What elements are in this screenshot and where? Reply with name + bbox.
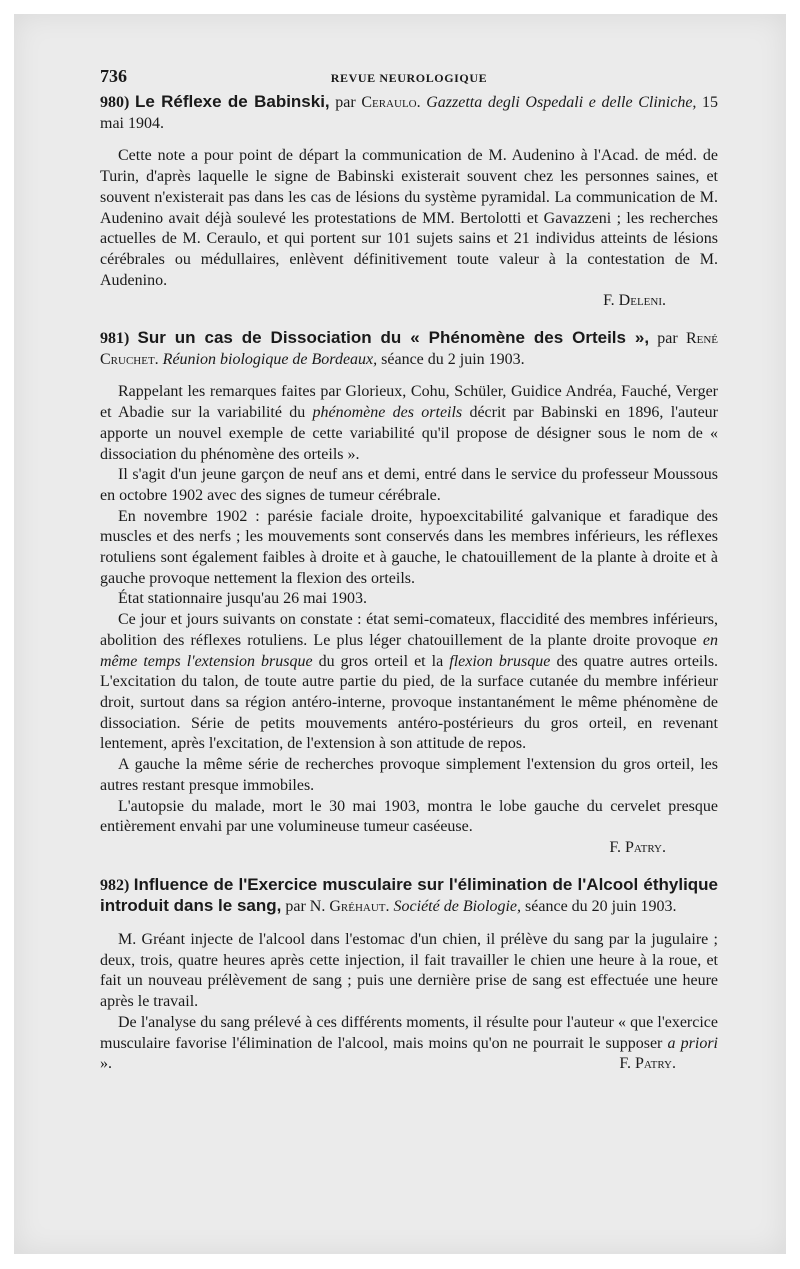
paragraph: Cette note a pour point de départ la communication de M. Audenino à l'Acad. de méd. de Turin, d'après laquelle le signe de Babinski existerait souvent chez les personnes saines, et souvent n'existerait pas dans les cas de lésions du système pyramidal. La communication de M. Audenino avait déjà soulevé les protestations de MM. Bertolotti et Gavazzeni ; les recherches actuelles de M. Ceraulo, et qui portent sur 101 sujets sains et 21 individus atteints de lésions cérébrales ou médullaires, enlèvent définitivement toute valeur à la contestation de M. Audenino. (100, 147, 718, 289)
paragraph-text: ». (100, 1055, 112, 1073)
running-head: REVUE NEUROLOGIQUE (330, 71, 488, 85)
article-title: Sur un cas de Dissociation du « Phénomène des Orteils », (137, 328, 650, 348)
emphasis-text: en même temps l'extension brusque (100, 631, 718, 670)
emphasis-text: phénomène des orteils (312, 404, 463, 422)
article-number: 982) (100, 876, 130, 894)
article-number: 981) (100, 330, 130, 348)
paragraph: En novembre 1902 : parésie faciale droite, hypoexcitabilité galvanique et faradique des muscles et des nerfs ; les mouvements sont conservés dans les membres inférieurs, les réflexes rotuliens sont également faibles à droite et à gauche, le chatouillement de la plante à droite et à gauche provoque nettement la flexion des orteils. (100, 507, 718, 587)
article-heading (100, 875, 718, 918)
document-page (100, 66, 718, 1075)
article-signature (100, 291, 718, 312)
signature-text: F. Deleni. (603, 292, 666, 310)
paragraph: A gauche la même série de recherches provoque simplement l'extension du gros orteil, les autres restant presque immobiles. (100, 756, 718, 794)
paragraph-text: des quatre autres orteils. L'excitation du talon, de toute autre partie du pied, de la surface cutanée du membre inférieur droit, surtout dans sa région antéro-interne, provoque instantanément le même phénomène de dissociation. Série de petits mouvements antéro-postérieurs du gros orteil, en revenant lentement, après l'excitation, de l'extension à son attitude de repos. (100, 652, 719, 753)
emphasis-text: flexion brusque (449, 652, 551, 670)
article-number: 980) (100, 94, 130, 111)
article-982 (100, 875, 718, 1075)
paragraph-text: du gros orteil et la (318, 652, 444, 670)
article-author: N. Gréhaut. (309, 898, 390, 916)
paragraph: L'autopsie du malade, mort le 30 mai 1903, montra le lobe gauche du cervelet presque entièrement envahi par une volumineuse tumeur caséeuse. (100, 797, 718, 836)
article-heading (100, 92, 718, 134)
article-by: par (657, 330, 678, 348)
article-source: Société de Biologie, (393, 898, 522, 916)
article-signature (100, 838, 718, 859)
paragraph-text: décrit par Babinski en 1896, l'auteur apporte un nouvel exemple de cette variabilité qu'il propose de désigner sous le nom de « dissociation du phénomène des orteils ». (100, 404, 718, 463)
article-author: Ceraulo. (361, 94, 421, 111)
article-title: Influence de l'Exercice musculaire sur l'élimination de l'Alcool éthylique introduit dans le sang, (100, 874, 719, 916)
article-980 (100, 92, 718, 312)
article-date: 15 mai 1904. (100, 94, 719, 132)
article-author: René Cruchet. (100, 330, 718, 368)
article-981 (100, 328, 718, 859)
article-heading (100, 328, 718, 370)
article-body (100, 146, 718, 312)
paragraph: Il s'agit d'un jeune garçon de neuf ans et demi, entré dans le service du professeur Moussous en octobre 1902 avec des signes de tumeur cérébrale. (100, 466, 718, 504)
article-date: séance du 2 juin 1903. (381, 350, 525, 368)
article-title: Le Réflexe de Babinski, (134, 92, 330, 111)
paragraph: État stationnaire jusqu'au 26 mai 1903. (118, 590, 368, 608)
article-body (100, 930, 718, 1075)
paragraph-text: Rappelant les remarques faites par Glorieux, Cohu, Schüler, Guidice Andréa, Fauché, Verger et Abadie sur la variabilité du (100, 383, 718, 422)
article-source: Gazzetta degli Ospedali e delle Cliniche, (426, 94, 697, 111)
article-source: Réunion biologique de Bordeaux, (162, 350, 378, 368)
signature-text: F. Patry. (609, 838, 666, 856)
paragraph (100, 1013, 718, 1075)
paragraph (100, 610, 718, 755)
emphasis-text: a priori (667, 1034, 718, 1052)
paragraph-text: De l'analyse du sang prélevé à ces différents moments, il résulte pour l'auteur « que l'exercice musculaire favorise l'élimination de l'alcool, mais moins qu'on ne pourrait le supposer (100, 1013, 718, 1052)
article-by: par (285, 898, 306, 916)
article-body (100, 382, 718, 858)
article-date: séance du 20 juin 1903. (525, 898, 677, 916)
article-by: par (335, 94, 356, 111)
paragraph-text: Ce jour et jours suivants on constate : état semi-comateux, flaccidité des membres inférieurs, abolition des réflexes rotuliens. Le plus léger chatouillement de la plante droite provoque (100, 611, 718, 649)
paragraph: M. Gréant injecte de l'alcool dans l'estomac d'un chien, il prélève du sang par la jugulaire ; deux, trois, quatre heures après cette injection, il fait travailler le chien une heure à la roue, et fait un nouveau prélèvement de sang ; puis une dernière prise de sang est effectuée une heure après le travail. (100, 931, 718, 1011)
paragraph (100, 382, 718, 465)
signature-text: F. Patry. (619, 1055, 676, 1073)
page-header (100, 66, 718, 92)
page-number: 736 (100, 66, 127, 86)
